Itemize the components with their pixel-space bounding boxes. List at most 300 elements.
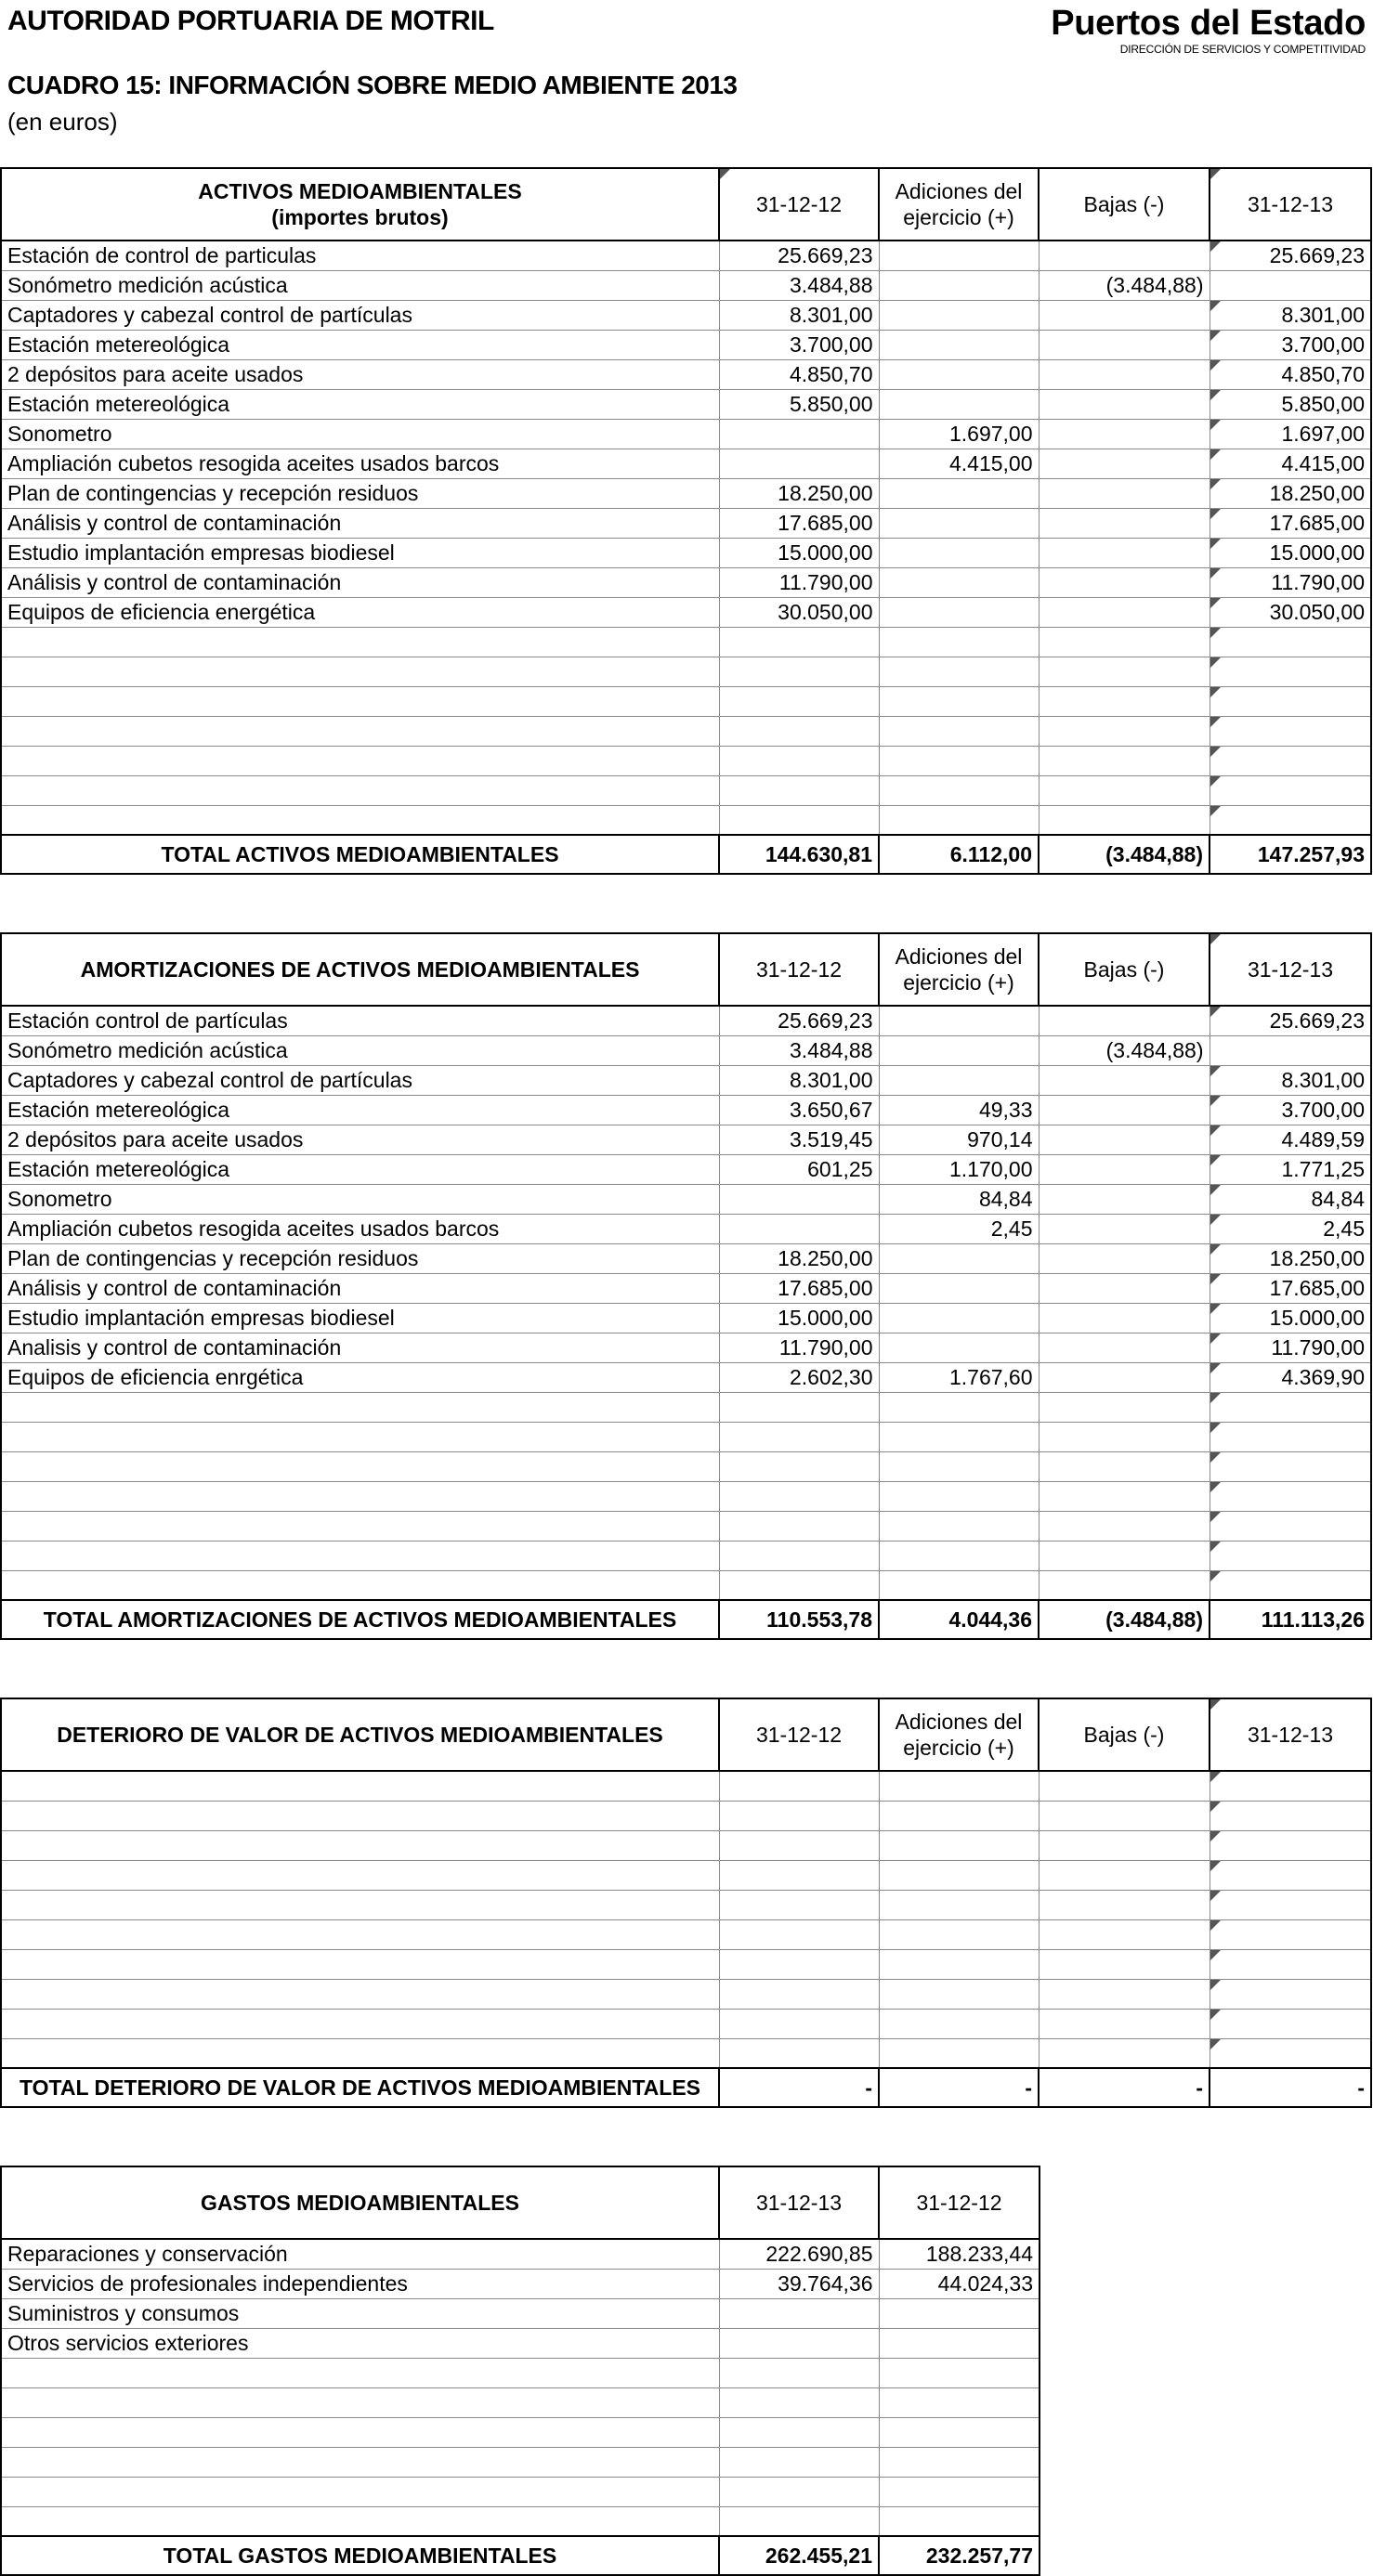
row-value: 3.700,00 [719,330,879,359]
activos-total-row [1,835,1371,874]
table-row [1,1860,1371,1890]
row-label: Ampliación cubetos resogida aceites usados barcos [1,1214,719,1243]
row-value: 3.650,67 [719,1095,879,1125]
row-value [719,2328,879,2358]
units-note: (en euros) [7,108,118,136]
row-value [879,300,1039,330]
row-value [719,805,879,835]
table-row [1,419,1371,449]
row-value [1039,746,1210,775]
row-value [879,1422,1039,1451]
row-label [1,1481,719,1511]
row-value [1039,508,1210,538]
row-label [1,1422,719,1451]
row-value [1210,1919,1371,1949]
table-row [1,1451,1371,1481]
row-value [719,2298,879,2328]
row-value [1210,1481,1371,1511]
row-value [719,2038,879,2068]
activos-table [0,167,1372,875]
total-value: - [1210,2068,1371,2107]
activos-header-2: Adiciones del ejercicio (+) [879,168,1039,241]
row-value [1210,657,1371,686]
row-value [1210,686,1371,716]
row-label: 2 depósitos para aceite usados [1,359,719,389]
table-row [1,2387,1040,2417]
row-value [879,478,1039,508]
row-value [719,2358,879,2387]
table-row [1,1949,1371,1979]
row-value [1210,1511,1371,1541]
gastos-header-row [1,2166,1040,2239]
table-row [1,567,1371,597]
row-value [1210,1570,1371,1600]
row-value [879,270,1039,300]
table-row [1,657,1371,686]
row-value [1039,1570,1210,1600]
table-row [1,716,1371,746]
row-value [1039,775,1210,805]
brand-logo-text: Puertos del Estado [1051,4,1366,43]
row-value [1039,2038,1210,2068]
total-value: 111.113,26 [1210,1600,1371,1639]
row-label [1,2358,719,2387]
row-value [1210,1392,1371,1422]
row-value [719,419,879,449]
row-value [719,1949,879,1979]
row-label: 2 depósitos para aceite usados [1,1125,719,1154]
row-label [1,1392,719,1422]
table-row [1,449,1371,478]
row-value [719,1541,879,1570]
gastos-header-1: 31-12-13 [719,2166,879,2239]
table-row [1,1035,1371,1065]
row-value [879,2477,1040,2506]
table-row [1,1801,1371,1830]
row-label [1,1830,719,1860]
row-value: 44.024,33 [879,2269,1040,2298]
row-value [879,1035,1039,1065]
total-value: 4.044,36 [879,1600,1039,1639]
row-value: 25.669,23 [719,241,879,270]
table-row [1,241,1371,270]
row-label [1,716,719,746]
row-label [1,1451,719,1481]
row-value: 15.000,00 [719,538,879,567]
row-value [719,1860,879,1890]
row-value: 4.850,70 [1210,359,1371,389]
row-value [1039,1006,1210,1035]
row-value [879,330,1039,359]
row-value [879,241,1039,270]
row-value [879,508,1039,538]
row-label: Sonometro [1,1184,719,1214]
row-value [879,1541,1039,1570]
row-value [1039,478,1210,508]
row-value [879,1919,1039,1949]
row-value [879,1451,1039,1481]
row-label: Captadores y cabezal control de partículas [1,1065,719,1095]
row-value [1039,538,1210,567]
row-value [719,1979,879,2009]
row-value: 4.850,70 [719,359,879,389]
row-value [1210,1771,1371,1801]
row-value [879,716,1039,746]
row-value [719,1422,879,1451]
row-value [879,1801,1039,1830]
table-row [1,1570,1371,1600]
row-value: 2.602,30 [719,1362,879,1392]
row-value: 970,14 [879,1125,1039,1154]
row-value [1039,1481,1210,1511]
row-value [1039,1541,1210,1570]
row-value [1210,1949,1371,1979]
row-value [879,2009,1039,2038]
row-label: Análisis y control de contaminación [1,1273,719,1303]
row-value [1039,241,1210,270]
table-row [1,1154,1371,1184]
row-value [879,1303,1039,1333]
row-value [879,1890,1039,1919]
row-label [1,627,719,657]
table-row [1,1095,1371,1125]
row-value [1210,1035,1371,1065]
row-value [1039,2009,1210,2038]
gastos-total-row [1,2536,1040,2575]
row-value: 30.050,00 [719,597,879,627]
row-value: 18.250,00 [719,478,879,508]
row-value [1039,449,1210,478]
table-row [1,686,1371,716]
gastos-header-2: 31-12-12 [879,2166,1040,2239]
row-value [719,1570,879,1600]
row-value [1210,270,1371,300]
table-row [1,2417,1040,2447]
row-value [1039,300,1210,330]
row-value [879,2506,1040,2536]
row-value [719,1919,879,1949]
table-row [1,1214,1371,1243]
row-value [1210,1801,1371,1830]
row-value [719,1184,879,1214]
row-value [879,657,1039,686]
table-row [1,2009,1371,2038]
row-value [1210,627,1371,657]
amortizaciones-total-row [1,1600,1371,1639]
deterioro-header-row [1,1698,1371,1771]
row-value: 18.250,00 [719,1243,879,1273]
row-value [1039,1422,1210,1451]
table-row [1,1273,1371,1303]
table-row [1,359,1371,389]
row-value [879,1006,1039,1035]
row-value: 3.484,88 [719,1035,879,1065]
row-label: Plan de contingencias y recepción residuos [1,478,719,508]
row-value: (3.484,88) [1039,1035,1210,1065]
row-value: 4.415,00 [1210,449,1371,478]
row-label: Estudio implantación empresas biodiesel [1,538,719,567]
row-value [1039,1154,1210,1184]
brand-block [1051,2,1366,56]
row-value [879,1979,1039,2009]
row-value: 1.697,00 [1210,419,1371,449]
row-label: Sonómetro medición acústica [1,270,719,300]
row-value [1039,686,1210,716]
table-row [1,1541,1371,1570]
row-value: 15.000,00 [1210,538,1371,567]
row-value [1210,1451,1371,1481]
row-value [1039,1303,1210,1333]
row-value [1039,1184,1210,1214]
total-value: (3.484,88) [1039,835,1210,874]
row-value [1210,805,1371,835]
row-value [879,1771,1039,1801]
row-value [879,1860,1039,1890]
gastos-table [0,2166,1040,2576]
amortizaciones-header-4: 31-12-13 [1210,933,1371,1006]
table-row [1,2038,1371,2068]
row-label: Estación metereológica [1,1154,719,1184]
amortizaciones-header-2: Adiciones del ejercicio (+) [879,933,1039,1006]
table-row [1,627,1371,657]
table-row [1,1890,1371,1919]
table-row [1,1481,1371,1511]
row-label [1,686,719,716]
row-value: 3.519,45 [719,1125,879,1154]
activos-header-0: ACTIVOS MEDIOAMBIENTALES (importes brutos) [1,168,719,241]
row-value [879,2417,1040,2447]
row-value: 18.250,00 [1210,1243,1371,1273]
row-value [1210,1422,1371,1451]
row-value [1039,805,1210,835]
table-row [1,2328,1040,2358]
deterioro-table [0,1698,1372,2108]
table-row [1,775,1371,805]
row-label: Ampliación cubetos resogida aceites usados barcos [1,449,719,478]
row-label: Estación metereológica [1,1095,719,1125]
table-row [1,300,1371,330]
row-value: 17.685,00 [1210,508,1371,538]
row-label [1,2038,719,2068]
table-row [1,1006,1371,1035]
row-value [719,775,879,805]
table-row [1,1333,1371,1362]
row-value [879,567,1039,597]
brand-subtitle: DIRECCIÓN DE SERVICIOS Y COMPETITIVIDAD [1119,43,1366,56]
row-value [879,1392,1039,1422]
row-label: Equipos de eficiencia energética [1,597,719,627]
row-value: 49,33 [879,1095,1039,1125]
row-value [1039,1511,1210,1541]
row-value: 601,25 [719,1154,879,1184]
authority-name: AUTORIDAD PORTUARIA DE MOTRIL [7,6,494,36]
row-value: 5.850,00 [719,389,879,419]
row-value: 4.369,90 [1210,1362,1371,1392]
row-value [719,1830,879,1860]
table-row [1,2239,1040,2269]
total-value: - [719,2068,879,2107]
row-value [1039,597,1210,627]
gastos-header-0: GASTOS MEDIOAMBIENTALES [1,2166,719,2239]
row-label [1,2506,719,2536]
total-value: 6.112,00 [879,835,1039,874]
table-row [1,1184,1371,1214]
row-value [879,1065,1039,1095]
activos-header-4: 31-12-13 [1210,168,1371,241]
table-row [1,1125,1371,1154]
total-value: 262.455,21 [719,2536,879,2575]
row-value: 15.000,00 [719,1303,879,1333]
row-value [879,1481,1039,1511]
row-label: Estación de control de particulas [1,241,719,270]
row-value [879,1949,1039,1979]
row-value [719,746,879,775]
row-value [719,1392,879,1422]
row-label: Suministros y consumos [1,2298,719,2328]
row-value: 1.170,00 [879,1154,1039,1184]
row-value [879,597,1039,627]
table-row [1,2269,1040,2298]
row-value: 1.767,60 [879,1362,1039,1392]
row-value [719,1890,879,1919]
row-value: 1.771,25 [1210,1154,1371,1184]
row-value [1210,1890,1371,1919]
row-value [879,627,1039,657]
row-value [1039,1095,1210,1125]
row-value [879,805,1039,835]
row-label: Estación control de partículas [1,1006,719,1035]
row-label: Estación metereológica [1,389,719,419]
amortizaciones-header-0: AMORTIZACIONES DE ACTIVOS MEDIOAMBIENTALES [1,933,719,1006]
total-value: 144.630,81 [719,835,879,874]
deterioro-header-2: Adiciones del ejercicio (+) [879,1698,1039,1771]
table-row [1,1243,1371,1273]
row-label [1,1541,719,1570]
row-value [719,2447,879,2477]
amortizaciones-table [0,932,1372,1640]
deterioro-header-0: DETERIORO DE VALOR DE ACTIVOS MEDIOAMBIENTALES [1,1698,719,1771]
row-value [879,389,1039,419]
row-value [879,2358,1040,2387]
row-value [879,359,1039,389]
table-row [1,478,1371,508]
row-value [879,746,1039,775]
row-value [879,1333,1039,1362]
row-label: Sonómetro medición acústica [1,1035,719,1065]
total-label: TOTAL ACTIVOS MEDIOAMBIENTALES [1,835,719,874]
row-label [1,1949,719,1979]
row-value [1039,1065,1210,1095]
table-row [1,389,1371,419]
row-value [719,686,879,716]
row-value [1039,1451,1210,1481]
total-value: - [879,2068,1039,2107]
row-value: 17.685,00 [1210,1273,1371,1303]
row-value: 188.233,44 [879,2239,1040,2269]
total-value: 110.553,78 [719,1600,879,1639]
deterioro-header-1: 31-12-12 [719,1698,879,1771]
row-value: 1.697,00 [879,419,1039,449]
table-row [1,1422,1371,1451]
activos-header-row [1,168,1371,241]
row-value [1039,1273,1210,1303]
row-value: 11.790,00 [719,567,879,597]
row-value [719,1801,879,1830]
row-label [1,657,719,686]
row-label: Análisis y control de contaminación [1,567,719,597]
row-value: 11.790,00 [719,1333,879,1362]
table-row [1,1771,1371,1801]
row-label: Servicios de profesionales independientes [1,2269,719,2298]
row-value [1039,359,1210,389]
row-label [1,775,719,805]
row-value [719,657,879,686]
table-row [1,270,1371,300]
row-value [879,538,1039,567]
row-value: 18.250,00 [1210,478,1371,508]
table-row [1,1979,1371,2009]
row-value: (3.484,88) [1039,270,1210,300]
row-label [1,2387,719,2417]
row-value [1210,775,1371,805]
table-row [1,538,1371,567]
row-value [1039,1979,1210,2009]
table-row [1,2477,1040,2506]
row-value [719,1481,879,1511]
row-label [1,1860,719,1890]
row-value: 11.790,00 [1210,1333,1371,1362]
row-value [879,686,1039,716]
deterioro-header-4: 31-12-13 [1210,1698,1371,1771]
row-value: 84,84 [879,1184,1039,1214]
row-value [1039,1362,1210,1392]
row-value: 5.850,00 [1210,389,1371,419]
activos-header-3: Bajas (-) [1039,168,1210,241]
row-label [1,2417,719,2447]
row-value [1210,1979,1371,2009]
row-label: Plan de contingencias y recepción residuos [1,1243,719,1273]
row-label [1,1570,719,1600]
total-label: TOTAL DETERIORO DE VALOR DE ACTIVOS MEDIOAMBIENTALES [1,2068,719,2107]
row-value [1039,1333,1210,1362]
row-label [1,746,719,775]
page-title: CUADRO 15: INFORMACIÓN SOBRE MEDIO AMBIENTE 2013 [7,71,738,99]
row-value [1210,2038,1371,2068]
row-value: 8.301,00 [1210,300,1371,330]
row-value: 2,45 [879,1214,1039,1243]
row-value [1039,1125,1210,1154]
row-value [719,2387,879,2417]
table-row [1,2358,1040,2387]
row-value [1210,1860,1371,1890]
row-value [1039,330,1210,359]
row-label: Estación metereológica [1,330,719,359]
row-label: Otros servicios exteriores [1,2328,719,2358]
row-label [1,2009,719,2038]
row-value [1039,627,1210,657]
table-row [1,508,1371,538]
row-value [719,2506,879,2536]
table-row [1,1303,1371,1333]
amortizaciones-header-row [1,933,1371,1006]
row-label [1,2477,719,2506]
row-value [879,2387,1040,2417]
row-value: 8.301,00 [719,300,879,330]
row-value [1210,1830,1371,1860]
row-label: Equipos de eficiencia enrgética [1,1362,719,1392]
row-value [1039,1890,1210,1919]
row-label [1,2447,719,2477]
